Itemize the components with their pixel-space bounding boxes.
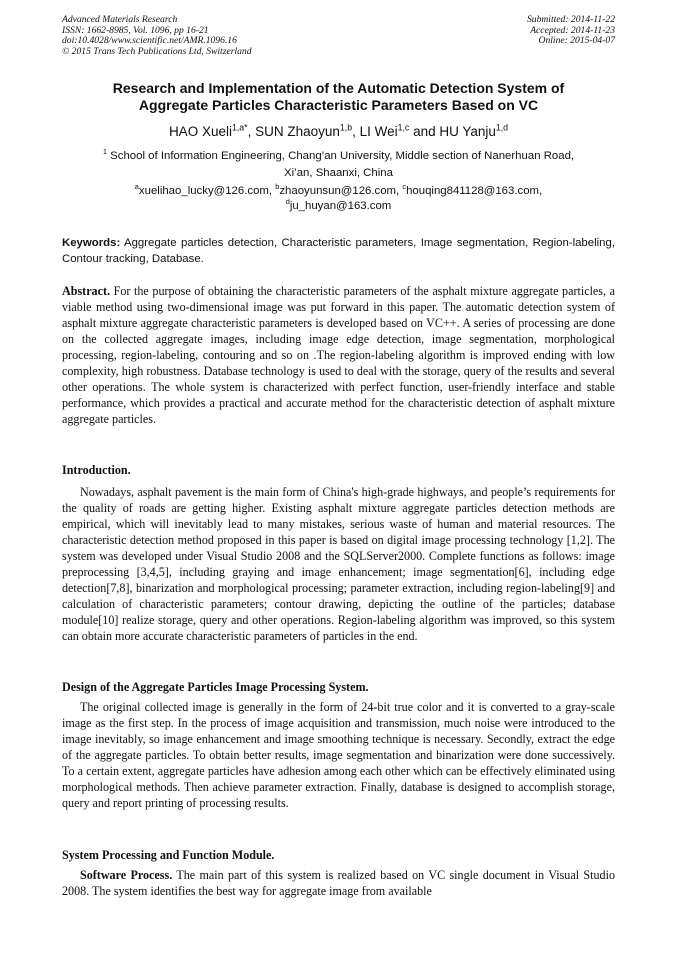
author-affiliation-mark: 1,c: [397, 122, 410, 133]
author-name: HAO Xueli: [168, 124, 232, 139]
dates-header: [395, 15, 615, 47]
doi: doi:10.4028/www.scientific.net/AMR.1096.16: [62, 35, 237, 47]
affiliation-line-1: School of Information Engineering, Chang’an University, Middle section of Nanerhuan Road,: [107, 150, 575, 162]
author-affiliation-mark: 1,a*: [231, 122, 248, 133]
email-mark: d: [285, 196, 290, 206]
journal-header: [62, 15, 362, 57]
email-mark: b: [275, 182, 280, 192]
keywords-label: Keywords:: [62, 237, 121, 249]
design-paragraph: The original collected image is generally in the form of 24-bit true color and it is converted to a gray-scale image as the first step. In the process of image acquisition and transmission, much noise were introduced to the image inevitably, so image enhancement and image smoothing technique is necessary. Secondly, extract the edge of the aggregate particles. To obtain better results, image segmentation and binarization were done successively. To a certain extent, aggregate particles have adhesion among each other which can be effectively eliminated using morphological methods. Then achieve parameter extraction. Finally, database is designed to accomplish storage, query and report printing of processing results.: [62, 700, 615, 810]
author-separator: ,: [247, 124, 256, 139]
software-paragraph: [62, 867, 615, 899]
journal-name: Advanced Materials Research: [62, 14, 178, 25]
email: ju_huyan@163.com: [289, 199, 392, 212]
title-line-2: Aggregate Particles Characteristic Parameters Based on VC: [138, 97, 539, 113]
affiliation-line-2: Xi’an, Shaanxi, China: [284, 166, 393, 179]
author-and: and: [409, 124, 440, 139]
author-name: HU Yanju: [439, 124, 496, 139]
email: xuelihao_lucky@126.com,: [138, 185, 276, 197]
email-mark: c: [402, 182, 407, 192]
email: houqing841128@163.com,: [406, 185, 543, 197]
author-name: LI Wei: [359, 124, 398, 139]
author-affiliation-mark: 1,d: [495, 122, 509, 133]
abstract: [62, 283, 615, 427]
online-date: Online: 2015-04-07: [538, 35, 615, 47]
email-list: [62, 184, 615, 213]
keywords-text: Aggregate particles detection, Characteristic parameters, Image segmentation, Region-labeling, Contour tracking, Database.: [62, 237, 615, 265]
introduction-paragraph: Nowadays, asphalt pavement is the main form of China's high-grade highways, and people’s requirements for the quality of roads are getting higher. Existing asphalt mixture aggregate particles detection methods are empirical, which will inevitably lead to many mistakes, serious waste of human and material resources. The characteristic detection method proposed in this paper is based on digital image processing technology [1,2]. The system was developed under Visual Studio 2008 and the SQLServer2000. Complete functions as follows: image preprocessing [3,4,5], including graying and image enhancement; image segmentation[6], including edge detection[7,8], binarization and morphological processing; parameter extraction, including region-labeling[9] and calculation of characteristic parameters; contour drawing, depicting the outline of the particles; database module[10] realize storage, query and other operations. Region-labeling algorithm was improved, so this system can obtain more accurate characteristic parameters of particles in the end.: [62, 485, 615, 643]
author-separator: ,: [352, 124, 360, 139]
affiliation: [62, 148, 615, 181]
abstract-text: For the purpose of obtaining the characteristic parameters of the asphalt mixture aggregate particles, a viable method using two-dimensional image was put forward in this paper. The automatic detection system of asphalt mixture aggregate characteristic parameters is developed based on VC++. A series of processing are done on the collected aggregate images, including image edge detection, image segmentation, morphological processing, region-labeling, contouring and so on .The region-labeling algorithm is improved ending with low complexity, high robustness. Database technology is used to deal with the storage, query of the results and several other operations. The whole system is characterized with perfect function, user-friendly interface and stable performance, which provides a practical and accurate method for the characteristic detection of asphalt mixture aggregate particles.: [62, 284, 615, 426]
design-heading: Design of the Aggregate Particles Image Processing System.: [62, 680, 369, 694]
email-mark: a: [134, 182, 139, 192]
abstract-label: Abstract.: [62, 284, 111, 298]
copyright: © 2015 Trans Tech Publications Ltd, Switzerland: [62, 45, 252, 57]
title-line-1: Research and Implementation of the Automatic Detection System of: [112, 80, 565, 96]
introduction-heading: Introduction.: [62, 463, 131, 477]
issn: ISSN: 1662-8985, Vol. 1096, pp 16-21: [62, 24, 209, 36]
affiliation-mark: 1: [102, 147, 108, 157]
software-text: The main part of this system is realized based on VC single document in Visual Studio 2008. The system identifies the best way for aggregate image from available: [62, 868, 616, 898]
paper-title: [62, 80, 615, 114]
author-affiliation-mark: 1,b: [339, 122, 353, 133]
submitted-date: Submitted: 2014-11-22: [526, 14, 615, 25]
software-label: Software Process.: [80, 868, 173, 882]
author-list: [62, 123, 615, 140]
accepted-date: Accepted: 2014-11-23: [530, 24, 615, 36]
keywords: [62, 235, 615, 267]
email: zhaoyunsun@126.com,: [279, 185, 403, 197]
system-heading: System Processing and Function Module.: [62, 848, 275, 862]
author-name: SUN Zhaoyun: [255, 124, 340, 139]
